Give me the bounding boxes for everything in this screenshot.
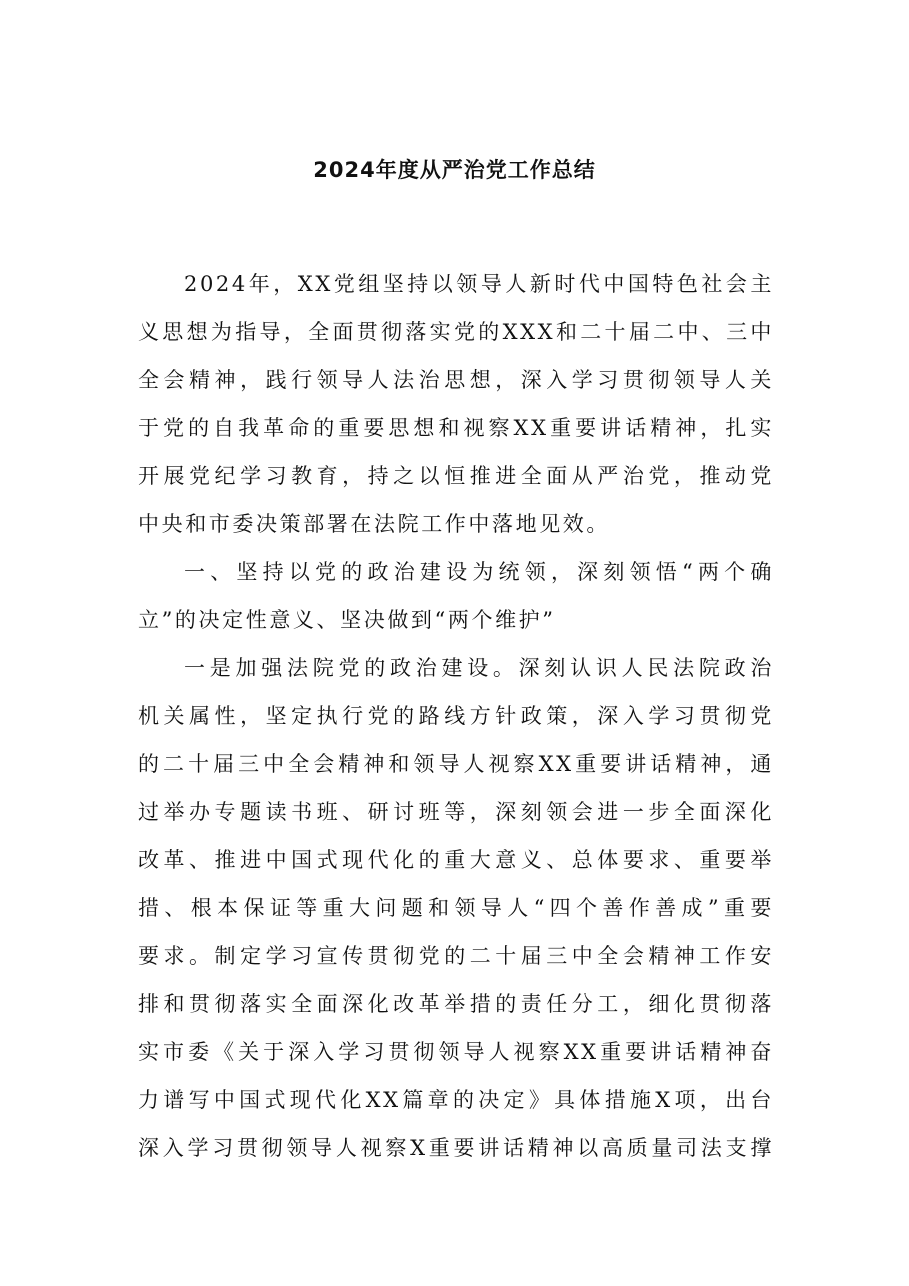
text-line: 力谱写中国式现代化XX篇章的决定》具体措施X项，出台 [138,1088,774,1112]
text-line: 改革、推进中国式现代化的重大意义、总体要求、重要举 [138,848,774,872]
paragraph-political-building [138,644,774,1172]
text-line: 要求。制定学习宣传贯彻党的二十届三中全会精神工作安 [138,944,774,968]
document-body [138,260,774,1172]
text-line: 于党的自我革命的重要思想和视察XX重要讲话精神，扎实 [138,416,774,440]
text-line: 中央和市委决策部署在法院工作中落地见效。 [138,512,610,536]
text-line: 排和贯彻落实全面深化改革举措的责任分工，细化贯彻落 [138,992,774,1016]
text-line: 开展党纪学习教育，持之以恒推进全面从严治党，推动党 [138,464,774,488]
text-line: 的二十届三中全会精神和领导人视察XX重要讲话精神，通 [138,752,774,776]
document-title: 2024年度从严治党工作总结 [313,158,596,182]
text-line: 全会精神，践行领导人法治思想，深入学习贯彻领导人关 [138,368,774,392]
text-line: 一是加强法院党的政治建设。深刻认识人民法院政治 [184,656,774,680]
text-line: 义思想为指导，全面贯彻落实党的XXX和二十届二中、三中 [138,320,774,344]
text-line: 措、根本保证等重大问题和领导人“四个善作善成”重要 [138,896,774,920]
paragraph-intro [138,260,774,548]
text-line: 实市委《关于深入学习贯彻领导人视察XX重要讲话精神奋 [138,1040,774,1064]
text-line: 立”的决定性意义、坚决做到“两个维护” [138,608,556,632]
text-line: 深入学习贯彻领导人视察X重要讲话精神以高质量司法支撑 [138,1136,774,1160]
text-line: 一、坚持以党的政治建设为统领，深刻领悟“两个确 [184,560,774,584]
text-line: 2024年，XX党组坚持以领导人新时代中国特色社会主 [184,272,774,296]
text-line: 过举办专题读书班、研讨班等，深刻领会进一步全面深化 [138,800,774,824]
section-heading-1 [138,548,774,644]
text-line: 机关属性，坚定执行党的路线方针政策，深入学习贯彻党 [138,704,774,728]
